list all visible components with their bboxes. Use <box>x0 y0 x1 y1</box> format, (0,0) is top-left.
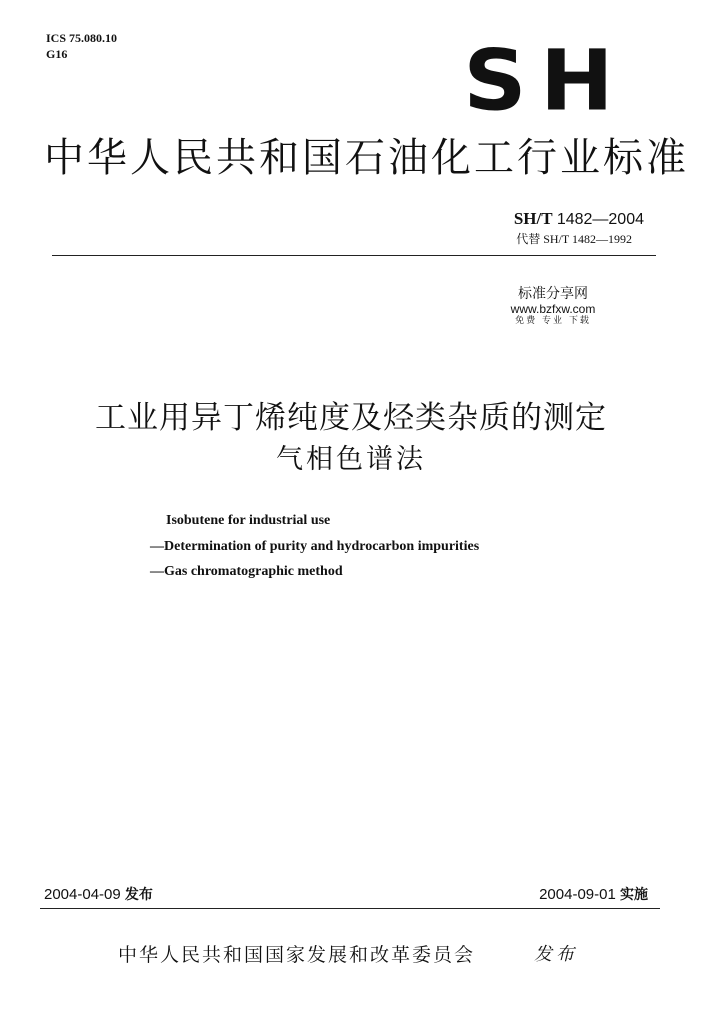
header-divider <box>52 255 656 256</box>
replaces-standard: 代替 SH/T 1482—1992 <box>516 232 632 246</box>
document-title-cn-line1: 工业用异丁烯纯度及烃类杂质的测定 <box>95 400 607 436</box>
footer-divider <box>40 908 660 909</box>
sh-logo <box>460 31 614 130</box>
standard-prefix: SH/T <box>513 209 553 228</box>
issuing-authority-label: 发布 <box>534 944 578 965</box>
issue-date-value: 2004-04-09 <box>44 886 121 903</box>
implementation-date-value: 2004-09-01 <box>539 886 616 903</box>
issue-date <box>44 885 153 905</box>
standard-number <box>514 208 644 231</box>
document-title-en-line2: —Determination of purity and hydrocarbon impurities <box>150 539 480 554</box>
ccs-code: G16 <box>46 47 68 61</box>
ics-code: ICS 75.080.10 <box>46 31 118 45</box>
watermark-name: 标准分享网 <box>518 286 588 302</box>
logo-letter-h: H <box>540 31 614 130</box>
watermark-url: www.bzfxw.com <box>510 302 596 316</box>
document-title-en-line3: —Gas chromatographic method <box>150 564 343 579</box>
issuing-authority: 中华人民共和国国家发展和改革委员会 <box>118 944 476 966</box>
standard-category-title: 中华人民共和国石油化工行业标准 <box>44 135 689 181</box>
standard-number-value: 1482—2004 <box>556 211 644 228</box>
logo-letter-s: S <box>463 31 527 130</box>
implementation-date-label: 实施 <box>620 887 648 903</box>
document-title-cn-line2: 气相色谱法 <box>276 444 426 475</box>
document-title-en-line1: Isobutene for industrial use <box>166 513 331 528</box>
watermark-slogan: 免费 专业 下载 <box>515 316 591 326</box>
issue-date-label: 发布 <box>124 887 153 903</box>
implementation-date <box>539 885 648 905</box>
